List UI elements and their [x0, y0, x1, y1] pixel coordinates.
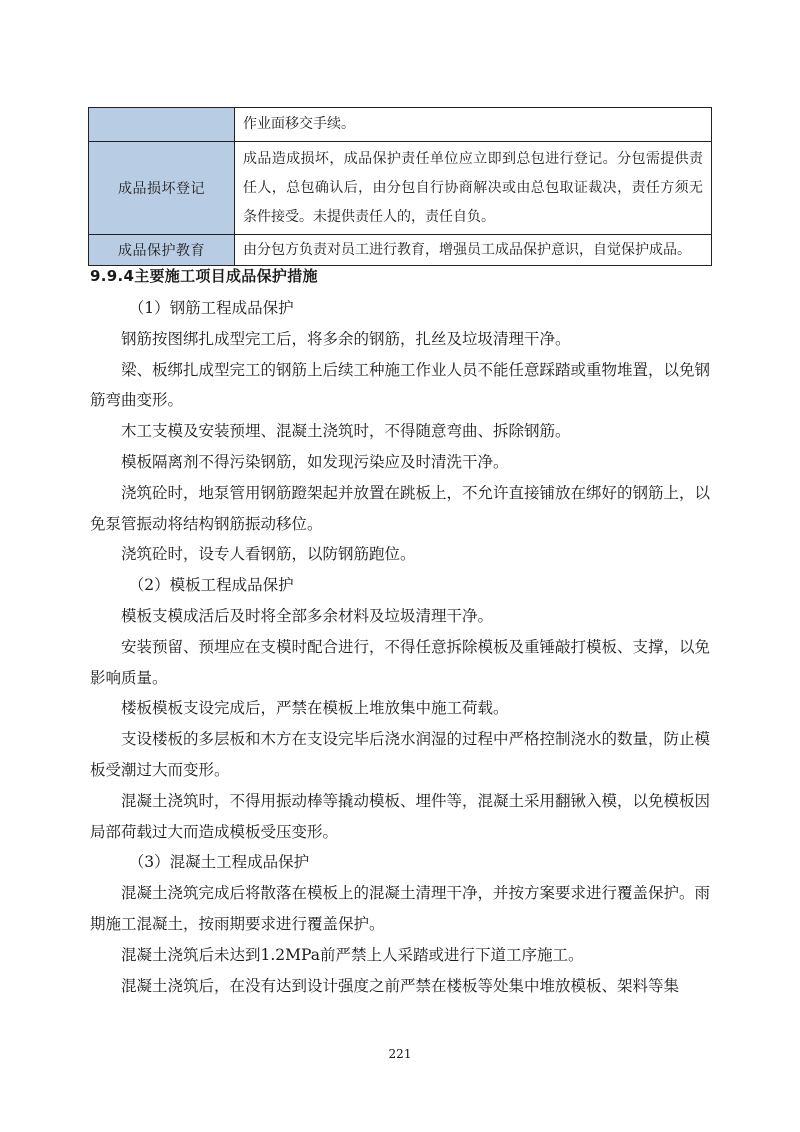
table-content-cell: 由分包方负责对员工进行教育，增强员工成品保护意识，自觉保护成品。: [235, 235, 712, 266]
table-row: [89, 235, 712, 266]
table-row: [89, 142, 712, 235]
subsection-title: （2）模板工程成品保护: [128, 576, 294, 595]
paragraph: 混凝土浇筑时，不得用振动棒等撬动模板、埋件等，混凝土采用翻锹入模，以免模板因局部荷载过大而造成模板受压变形。: [90, 791, 711, 841]
paragraph: 混凝土浇筑后，在没有达到设计强度之前严禁在楼板等处集中堆放模板、架料等集: [121, 976, 680, 995]
paragraph: 木工支模及安装预埋、混凝土浇筑时，不得随意弯曲、拆除钢筋。: [121, 422, 571, 441]
paragraph: 模板支模成活后及时将全部多余材料及垃圾清理干净。: [121, 606, 494, 625]
paragraph: 浇筑砼时，设专人看钢筋，以防钢筋跑位。: [121, 545, 416, 564]
protection-table: [88, 107, 712, 266]
subsection-title: （3）混凝土工程成品保护: [128, 853, 310, 872]
paragraph: 钢筋按图绑扎成型完工后，将多余的钢筋，扎丝及垃圾清理干净。: [121, 329, 571, 348]
subsection-title: （1）钢筋工程成品保护: [128, 299, 294, 317]
table-label-cell: 成品损坏登记: [89, 142, 235, 235]
paragraph: 支设楼板的多层板和木方在支设完毕后浇水润湿的过程中严格控制浇水的数量，防止模板受潮过大而变形。: [90, 730, 711, 779]
paragraph: 梁、板绑扎成型完工的钢筋上后续工种施工作业人员不能任意踩踏或重物堆置，以免钢筋弯曲变形。: [90, 360, 711, 410]
section-heading: 9.9.4主要施工项目成品保护措施: [90, 267, 318, 285]
section-body: [90, 293, 710, 1001]
paragraph: 混凝土浇筑后未达到1.2MPa前严禁上人采踏或进行下道工序施工。: [121, 945, 584, 964]
table-label-cell: 成品保护教育: [89, 235, 235, 266]
paragraph: 楼板模板支设完成后，严禁在模板上堆放集中施工荷载。: [121, 699, 509, 718]
table-label-cell: [89, 108, 235, 142]
table-content-cell: 作业面移交手续。: [235, 108, 712, 142]
paragraph: 安装预留、预埋应在支模时配合进行，不得任意拆除模板及重锤敲打模板、支撑，以免影响质量。: [90, 637, 711, 687]
table-content-cell: 成品造成损坏，成品保护责任单位应立即到总包进行登记。分包需提供责任人，总包确认后，由分包自行协商解决或由总包取证裁决，责任方须无条件接受。未提供责任人的，责任自负。: [235, 142, 712, 235]
paragraph: 混凝土浇筑完成后将散落在模板上的混凝土清理干净，并按方案要求进行覆盖保护。雨期施工混凝土，按雨期要求进行覆盖保护。: [90, 884, 711, 933]
paragraph: 模板隔离剂不得污染钢筋，如发现污染应及时清洗干净。: [121, 452, 509, 471]
page-number: 221: [388, 1047, 412, 1061]
paragraph: 浇筑砼时，地泵管用钢筋蹬架起并放置在跳板上，不允许直接铺放在绑好的钢筋上，以免泵管振动将结构钢筋振动移位。: [90, 483, 711, 533]
table-row: [89, 108, 712, 142]
